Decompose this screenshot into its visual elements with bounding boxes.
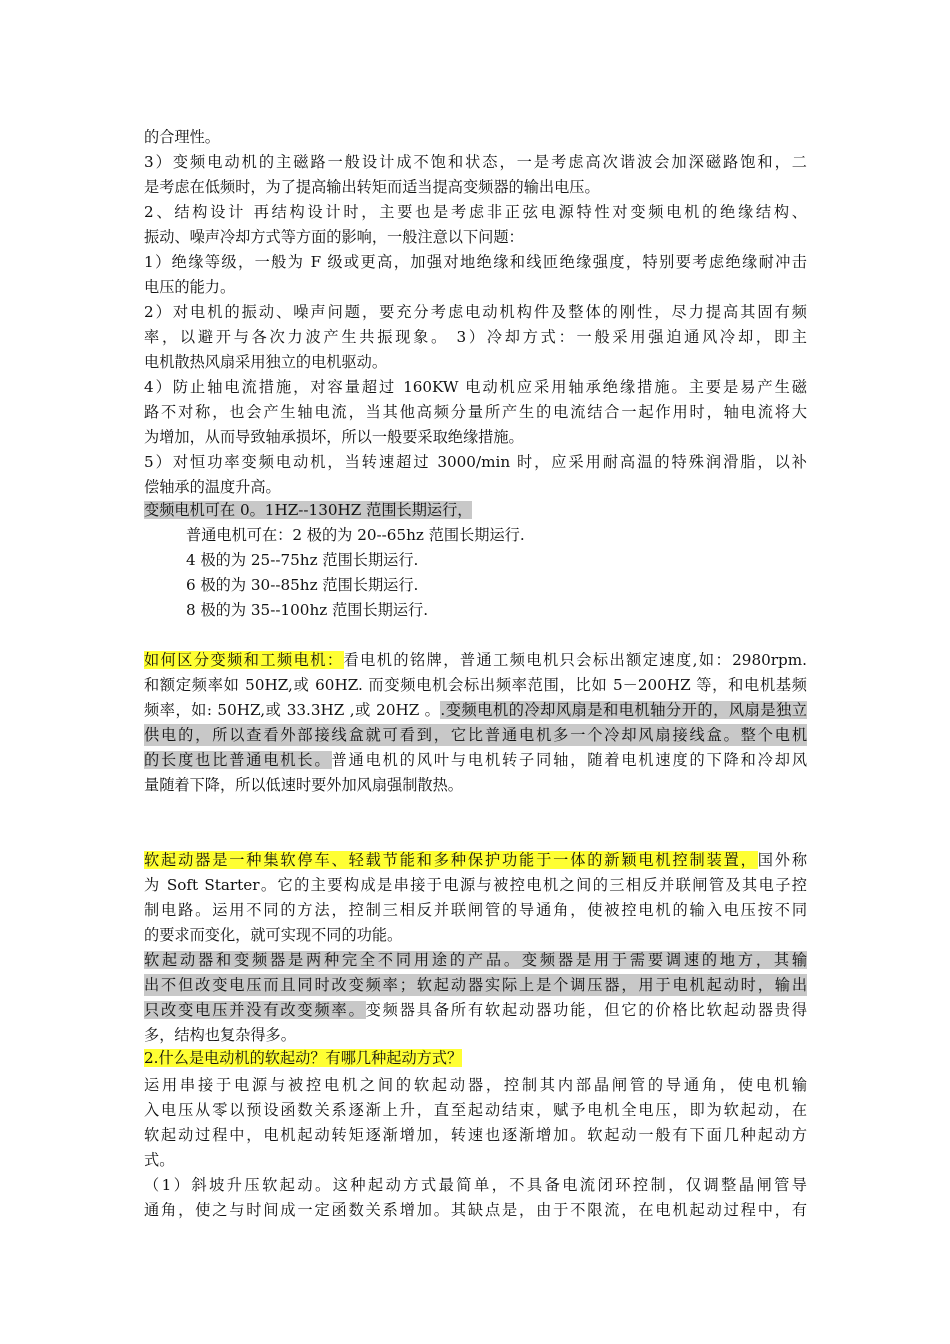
frequency-range-line: 4 极的为 25--75hz 范围长期运行. [186, 551, 419, 569]
paragraph-line: 的合理性。 [144, 128, 220, 146]
paragraph-line [144, 649, 807, 671]
paragraph-line: 5）对恒功率变频电动机，当转速超过 3000/min 时，应采用耐高温的特殊润滑脂，以补 [144, 453, 807, 471]
paragraph-line: 电压的能力。 [144, 278, 236, 296]
paragraph-line: 率，以避开与各次力波产生共振现象。 3）冷却方式：一般采用强迫通风冷却，即主 [144, 328, 807, 346]
paragraph-line: 3）变频电动机的主磁路一般设计成不饱和状态，一是考虑高次谐波会加深磁路饱和，二 [144, 153, 807, 171]
paragraph-line: 制电路。运用不同的方法，控制三相反并联闸管的导通角，使被控电机的输入电压按不同 [144, 901, 807, 919]
frequency-range-line: 8 极的为 35--100hz 范围长期运行. [186, 601, 429, 619]
paragraph-text: 看电机的铭牌，普通工频电机只会标出额定速度,如：2980rpm. [343, 651, 807, 669]
paragraph-line: 的要求而变化，就可实现不同的功能。 [144, 926, 403, 944]
paragraph-line: 入电压从零以预设函数关系逐渐上升，直至起动结束，赋予电机全电压，即为软起动，在 [144, 1101, 807, 1119]
yellow-highlight-heading: 软起动器是一种集软停车、轻载节能和多种保护功能于一体的新颖电机控制装置， [144, 851, 758, 869]
gray-highlight-text: 只改变电压并没有改变频率。 [144, 1001, 366, 1019]
yellow-highlight-heading: 如何区分变频和工频电机： [144, 651, 344, 669]
paragraph-line [144, 949, 807, 971]
paragraph-line [144, 849, 807, 871]
paragraph-line: 式。 [144, 1151, 175, 1169]
paragraph-line: 振动、噪声冷却方式等方面的影响，一般注意以下问题： [144, 228, 524, 246]
gray-highlight-line: 出不但改变电压而且同时改变频率；软起动器实际上是个调压器，用于电机起动时，输出 [144, 976, 807, 994]
paragraph-line: 和额定频率如 50HZ,或 60HZ. 而变频电机会标出频率范围，比如 5－200HZ 等，和电机基频 [144, 676, 807, 694]
paragraph-text: 变频器具备所有软起动器功能，但它的价格比软起动器贵得 [365, 1001, 808, 1019]
frequency-range-line: 普通电机可在：2 极的为 20--65hz 范围长期运行. [186, 526, 525, 544]
paragraph-line [144, 999, 807, 1021]
paragraph-line: 为增加，从而导致轴承损坏，所以一般要采取绝缘措施。 [144, 428, 524, 446]
paragraph-line: 软起动过程中，电机起动转矩逐渐增加，转速也逐渐增加。软起动一般有下面几种起动方 [144, 1126, 807, 1144]
paragraph-line: 量随着下降，所以低速时要外加风扇强制散热。 [144, 776, 463, 794]
paragraph-line: 为 Soft Starter。它的主要构成是串接于电源与被控电机之间的三相反并联闸管及其电子控 [144, 876, 807, 894]
gray-highlight-text: 软起动器和变频器是两种完全不同用途的产品。变频器是用于需要调速的地方，其输 [144, 951, 807, 969]
paragraph-line: 2、结构设计 再结构设计时，主要也是考虑非正弦电源特性对变频电机的绝缘结构、 [144, 203, 807, 221]
paragraph-line: 运用串接于电源与被控电机之间的软起动器，控制其内部晶闸管的导通角，使电机输 [144, 1076, 807, 1094]
paragraph-text: 普通电机的风叶与电机转子同轴，随着电机速度的下降和冷却风 [331, 751, 808, 769]
section-heading [144, 1047, 462, 1069]
yellow-highlight-heading: 2.什么是电动机的软起动？有哪几种起动方式？ [144, 1049, 463, 1067]
paragraph-line: 路不对称，也会产生轴电流，当其他高频分量所产生的电流结合一起作用时，轴电流将大 [144, 403, 807, 421]
paragraph-line: （1）斜坡升压软起动。这种起动方式最简单，不具备电流闭环控制，仅调整晶闸管导 [144, 1176, 807, 1194]
paragraph-line: 2）对电机的振动、噪声问题，要充分考虑电动机构件及整体的刚性，尽力提高其固有频 [144, 303, 807, 321]
paragraph-line: 是考虑在低频时，为了提高输出转矩而适当提高变频器的输出电压。 [144, 178, 600, 196]
paragraph-line: 偿轴承的温度升高。 [144, 478, 281, 496]
gray-highlight-line: 供电的，所以查看外部接线盒就可看到，它比普通电机多一个冷却风扇接线盒。整个电机 [144, 726, 807, 744]
paragraph-line: 电机散热风扇采用独立的电机驱动。 [144, 353, 387, 371]
frequency-range-line: 6 极的为 30--85hz 范围长期运行. [186, 576, 419, 594]
gray-highlight-text: .变频电机的冷却风扇是和电机轴分开的，风扇是独立 [440, 701, 807, 719]
paragraph-line: 4）防止轴电流措施，对容量超过 160KW 电动机应采用轴承绝缘措施。主要是易产生磁 [144, 378, 807, 396]
paragraph-line: 通角，使之与时间成一定函数关系增加。其缺点是，由于不限流，在电机起动过程中，有 [144, 1201, 807, 1219]
paragraph-line [144, 699, 807, 721]
paragraph-line [144, 749, 807, 771]
paragraph-text: 国外称 [757, 851, 808, 869]
paragraph-line: 多，结构也复杂得多。 [144, 1026, 296, 1044]
frequency-range-line [144, 499, 472, 521]
paragraph-line: 1）绝缘等级，一般为 F 级或更高，加强对地绝缘和线匝绝缘强度，特别要考虑绝缘耐冲击 [144, 253, 807, 271]
gray-highlight-text: 变频电机可在 0。1HZ--130HZ 范围长期运行， [144, 501, 473, 519]
gray-highlight-text: 的长度也比普通电机长。 [144, 751, 332, 769]
paragraph-text: 频率，如: 50HZ,或 33.3HZ ,或 20HZ 。 [144, 701, 441, 719]
